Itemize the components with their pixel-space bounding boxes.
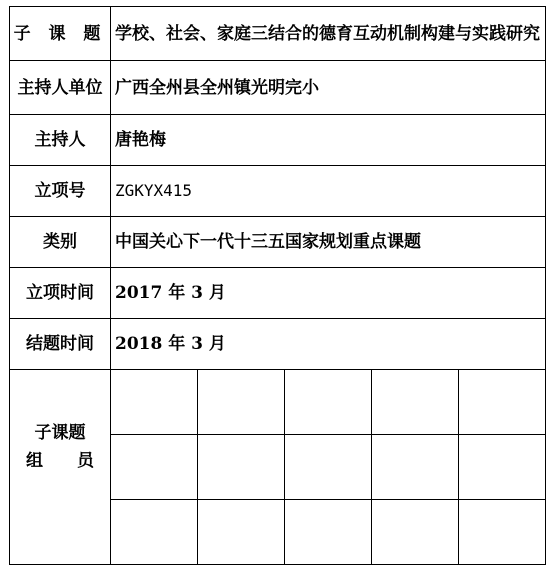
row-subproject — [10, 7, 546, 61]
member-cell[interactable] — [458, 370, 545, 434]
category-value: 中国关心下一代十三五国家规划重点课题 — [111, 217, 546, 268]
row-host — [10, 115, 546, 166]
members-grid-row — [111, 434, 545, 499]
host-unit-value: 广西全州县全州镇光明完小 — [111, 61, 546, 115]
member-cell[interactable] — [458, 434, 545, 499]
approval-date-value: 2017 年 3 月 — [111, 268, 546, 319]
member-cell[interactable] — [198, 434, 285, 499]
row-category — [10, 217, 546, 268]
member-cell[interactable] — [371, 434, 458, 499]
members-grid-row — [111, 499, 545, 564]
project-number-value: ZGKYX415 — [111, 166, 546, 217]
completion-date-value: 2018 年 3 月 — [111, 319, 546, 370]
member-cell[interactable] — [111, 499, 198, 564]
members-grid — [111, 370, 545, 564]
row-approval-date — [10, 268, 546, 319]
row-project-number — [10, 166, 546, 217]
category-label: 类别 — [10, 217, 111, 268]
members-label-line2: 组 员 — [26, 451, 108, 471]
subproject-label: 子 课 题 — [10, 7, 111, 61]
member-cell[interactable] — [458, 499, 545, 564]
host-value: 唐艳梅 — [111, 115, 546, 166]
row-members — [10, 370, 546, 565]
host-unit-label: 主持人单位 — [10, 61, 111, 115]
project-number-label: 立项号 — [10, 166, 111, 217]
project-info-form — [9, 6, 546, 565]
approval-date-label: 立项时间 — [10, 268, 111, 319]
members-label-line1: 子课题 — [34, 423, 86, 443]
member-cell[interactable] — [198, 499, 285, 564]
member-cell[interactable] — [285, 434, 372, 499]
member-cell[interactable] — [285, 370, 372, 434]
member-cell[interactable] — [111, 434, 198, 499]
host-label: 主持人 — [10, 115, 111, 166]
row-host-unit — [10, 61, 546, 115]
members-label — [10, 370, 111, 565]
member-cell[interactable] — [198, 370, 285, 434]
member-cell[interactable] — [111, 370, 198, 434]
members-grid-row — [111, 370, 545, 434]
subproject-value: 学校、社会、家庭三结合的德育互动机制构建与实践研究 — [111, 7, 546, 61]
member-cell[interactable] — [371, 370, 458, 434]
member-cell[interactable] — [371, 499, 458, 564]
members-grid-cell — [111, 370, 546, 565]
completion-date-label: 结题时间 — [10, 319, 111, 370]
member-cell[interactable] — [285, 499, 372, 564]
row-completion-date — [10, 319, 546, 370]
